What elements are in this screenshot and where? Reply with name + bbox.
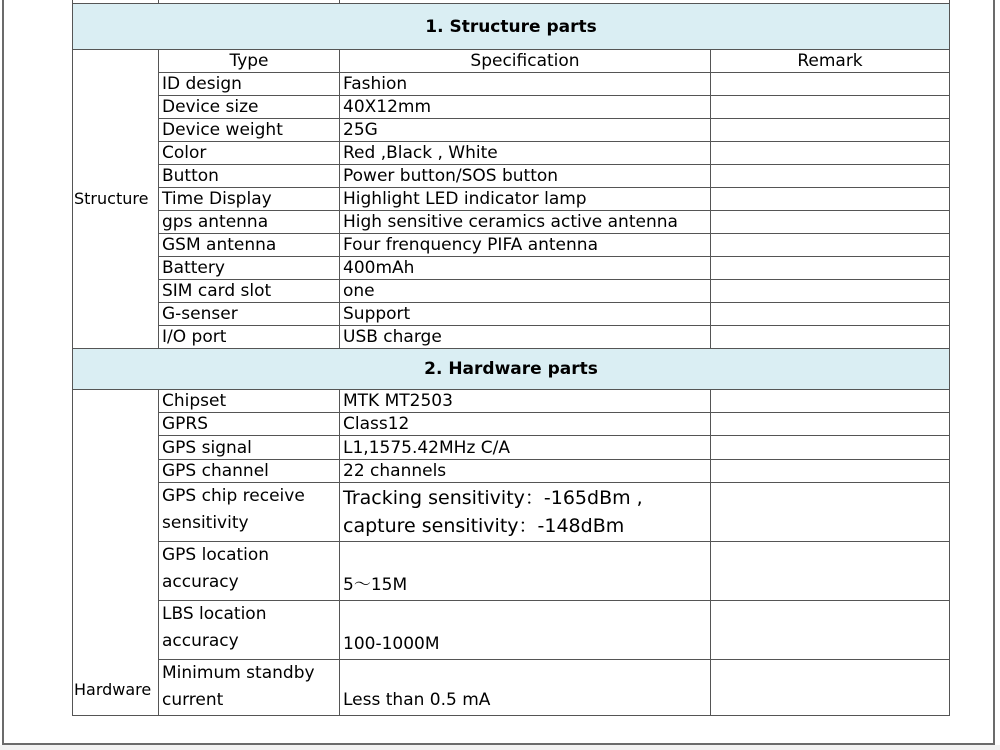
spec-cell: 5～15M xyxy=(340,542,711,601)
remark-cell xyxy=(711,390,950,413)
spec-cell: Support xyxy=(340,303,711,326)
remark-cell xyxy=(711,165,950,188)
type-cell: G-senser xyxy=(159,303,340,326)
section-title: 2. Hardware parts xyxy=(73,349,950,390)
remark-cell xyxy=(711,660,950,716)
remark-cell xyxy=(711,119,950,142)
remark-cell xyxy=(711,188,950,211)
remark-cell xyxy=(711,280,950,303)
spec-cell: Highlight LED indicator lamp xyxy=(340,188,711,211)
spec-cell: L1,1575.42MHz C/A xyxy=(340,436,711,460)
type-cell: GPRS xyxy=(159,413,340,436)
table-row xyxy=(73,257,950,280)
table-row xyxy=(73,601,950,660)
type-cell: Device size xyxy=(159,96,340,119)
remark-cell xyxy=(711,73,950,96)
table-row xyxy=(73,142,950,165)
type-cell: SIM card slot xyxy=(159,280,340,303)
column-header-remark: Remark xyxy=(711,50,950,73)
spec-cell: 25G xyxy=(340,119,711,142)
section-header-structure xyxy=(73,4,950,50)
column-header-row xyxy=(73,50,950,73)
spec-cell: Class12 xyxy=(340,413,711,436)
type-cell: Button xyxy=(159,165,340,188)
type-cell: GPS channel xyxy=(159,460,340,483)
remark-cell xyxy=(711,234,950,257)
table-row xyxy=(73,542,950,601)
column-header-type: Type xyxy=(159,50,340,73)
table-row xyxy=(73,436,950,460)
type-cell: ID design xyxy=(159,73,340,96)
type-cell: GPS location accuracy xyxy=(159,542,340,601)
table-row xyxy=(73,413,950,436)
section-header-hardware xyxy=(73,349,950,390)
remark-cell xyxy=(711,211,950,234)
spec-cell: High sensitive ceramics active antenna xyxy=(340,211,711,234)
type-cell: GSM antenna xyxy=(159,234,340,257)
remark-cell xyxy=(711,303,950,326)
spec-cell: Less than 0.5 mA xyxy=(340,660,711,716)
remark-cell xyxy=(711,436,950,460)
table-row xyxy=(73,73,950,96)
page-bottom-edge xyxy=(0,745,1000,750)
type-cell: gps antenna xyxy=(159,211,340,234)
type-cell: Color xyxy=(159,142,340,165)
table-row xyxy=(73,483,950,542)
table-row xyxy=(73,390,950,413)
remark-cell xyxy=(711,96,950,119)
type-cell: LBS location accuracy xyxy=(159,601,340,660)
type-cell: GPS signal xyxy=(159,436,340,460)
type-cell: Chipset xyxy=(159,390,340,413)
spec-cell: 22 channels xyxy=(340,460,711,483)
spec-cell: Fashion xyxy=(340,73,711,96)
spec-cell: 100-1000M xyxy=(340,601,711,660)
table-row xyxy=(73,234,950,257)
remark-cell xyxy=(711,326,950,349)
remark-cell xyxy=(711,460,950,483)
type-cell: I/O port xyxy=(159,326,340,349)
spec-cell: Tracking sensitivity：-165dBm , capture sensitivity：-148dBm xyxy=(340,483,711,542)
spec-cell: 400mAh xyxy=(340,257,711,280)
type-cell: Time Display xyxy=(159,188,340,211)
spec-cell: Power button/SOS button xyxy=(340,165,711,188)
spec-table xyxy=(72,0,950,716)
spec-cell: Red ,Black , White xyxy=(340,142,711,165)
group-label-hardware: Hardware xyxy=(73,390,159,716)
remark-cell xyxy=(711,257,950,280)
spec-cell: 40X12mm xyxy=(340,96,711,119)
table-row xyxy=(73,96,950,119)
type-cell: Device weight xyxy=(159,119,340,142)
remark-cell xyxy=(711,142,950,165)
remark-cell xyxy=(711,413,950,436)
table-row xyxy=(73,119,950,142)
table-row xyxy=(73,211,950,234)
table-row xyxy=(73,660,950,716)
table-row xyxy=(73,280,950,303)
table-row xyxy=(73,460,950,483)
remark-cell xyxy=(711,542,950,601)
spec-cell: one xyxy=(340,280,711,303)
column-header-specification: Specification xyxy=(340,50,711,73)
table-row xyxy=(73,303,950,326)
spec-cell: Four frenquency PIFA antenna xyxy=(340,234,711,257)
section-title: 1. Structure parts xyxy=(73,4,950,50)
group-label-structure: Structure xyxy=(73,50,159,349)
spec-cell: MTK MT2503 xyxy=(340,390,711,413)
remark-cell xyxy=(711,483,950,542)
type-cell: Minimum standby current xyxy=(159,660,340,716)
table-row xyxy=(73,188,950,211)
table-row xyxy=(73,326,950,349)
table-row xyxy=(73,165,950,188)
spec-cell: USB charge xyxy=(340,326,711,349)
remark-cell xyxy=(711,601,950,660)
type-cell: GPS chip receive sensitivity xyxy=(159,483,340,542)
type-cell: Battery xyxy=(159,257,340,280)
